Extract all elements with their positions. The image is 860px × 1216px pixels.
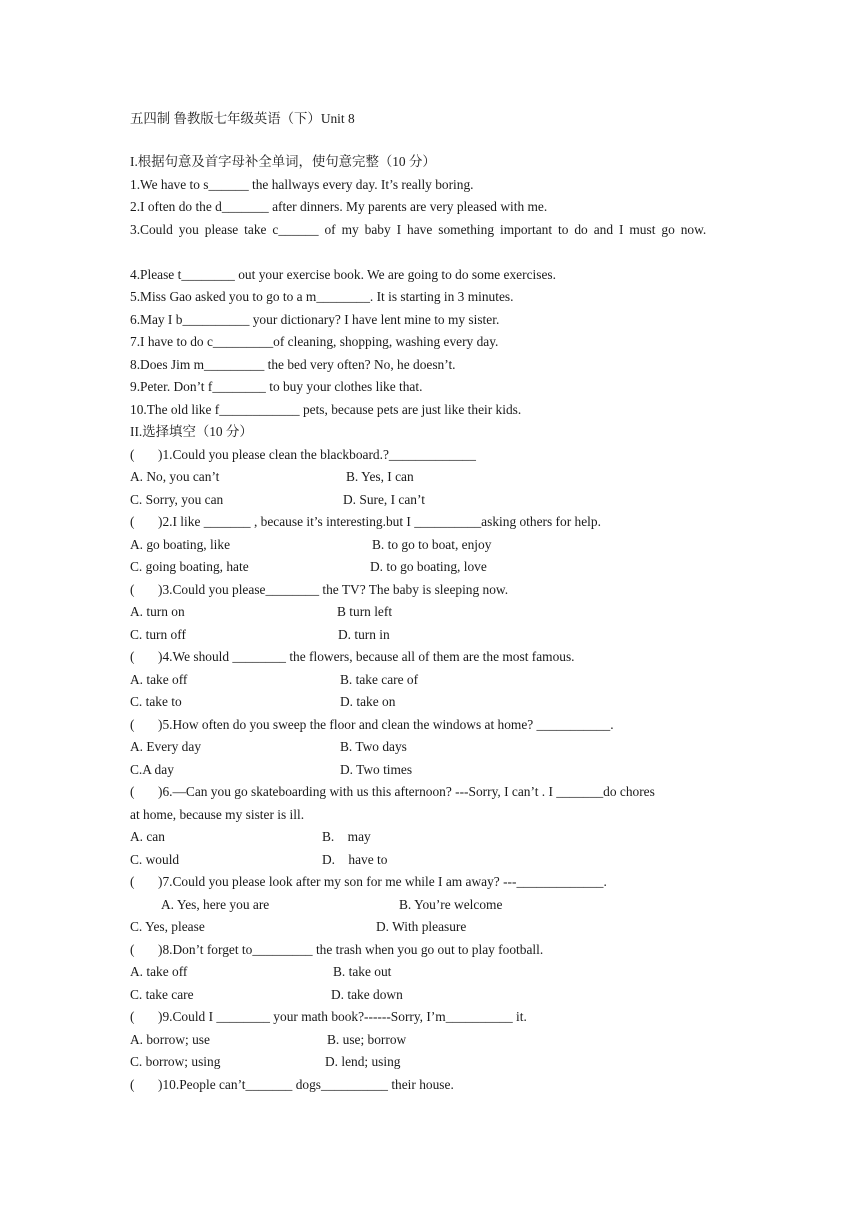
- question-5-stem: [130, 714, 730, 737]
- answer-paren: (: [130, 581, 135, 597]
- option-d: D. Two times: [340, 761, 413, 777]
- answer-paren: (: [130, 941, 135, 957]
- option-c: C. turn off: [130, 626, 186, 642]
- option-b: B. to go to boat, enjoy: [372, 536, 492, 552]
- fill-item-6: 6.May I b__________ your dictionary? I have lent mine to my sister.: [130, 311, 500, 327]
- question-stem-text: )7.Could you please look after my son for me while I am away? ---_____________.: [158, 874, 607, 889]
- option-a: A. take off: [130, 671, 188, 687]
- question-9-options-row1: [130, 1029, 730, 1052]
- question-6-stem-continued: at home, because my sister is ill.: [130, 806, 305, 822]
- question-stem-text: )1.Could you please clean the blackboard.?_____________: [158, 446, 476, 462]
- question-1-options-row1: [130, 466, 730, 489]
- question-5-options-row2: [130, 759, 730, 782]
- fill-item-2: 2.I often do the d_______ after dinners. My parents are very pleased with me.: [130, 199, 548, 214]
- option-b: B turn left: [337, 604, 393, 619]
- question-5-options-row1: [130, 736, 730, 759]
- question-6-options-row1: [130, 826, 730, 849]
- question-8-options-row1: [130, 961, 730, 984]
- answer-paren: (: [130, 514, 135, 529]
- question-8-options-row2: [130, 984, 730, 1007]
- question-3-options-row2: [130, 624, 730, 647]
- question-9-options-row2: [130, 1051, 730, 1074]
- question-4-options-row2: [130, 691, 730, 714]
- answer-paren: (: [130, 1009, 135, 1024]
- question-2-options-row1: [130, 534, 730, 557]
- question-4-stem: [130, 646, 730, 669]
- option-b: B. may: [322, 829, 371, 844]
- question-3-options-row1: [130, 601, 730, 624]
- option-a: A. go boating, like: [130, 536, 231, 552]
- option-b: B. Yes, I can: [346, 469, 414, 484]
- question-8-stem: [130, 939, 730, 962]
- option-d: D. turn in: [338, 626, 390, 642]
- option-d: D. take down: [331, 986, 403, 1002]
- question-stem-text: )4.We should ________ the flowers, because all of them are the most famous.: [158, 649, 575, 664]
- option-d: D. Sure, I can’t: [343, 491, 425, 507]
- fill-item-10: 10.The old like f____________ pets, because pets are just like their kids.: [130, 401, 522, 417]
- worksheet-content: [130, 151, 730, 1096]
- fill-item-5: 5.Miss Gao asked you to go to a m________. It is starting in 3 minutes.: [130, 289, 514, 304]
- answer-paren: (: [130, 716, 135, 732]
- fill-item-8: 8.Does Jim m_________ the bed very often? No, he doesn’t.: [130, 356, 456, 372]
- option-a: A. borrow; use: [130, 1031, 210, 1047]
- question-stem-text: )2.I like _______ , because it’s interesting.but I __________asking others for help.: [158, 514, 601, 529]
- answer-paren: (: [130, 784, 135, 799]
- answer-paren: (: [130, 874, 135, 889]
- answer-paren: (: [130, 446, 135, 462]
- option-c: C. Sorry, you can: [130, 491, 224, 507]
- question-3-stem: [130, 579, 730, 602]
- question-stem-text: )8.Don’t forget to_________ the trash when you go out to play football.: [158, 941, 544, 957]
- fill-item-3: 3.Could you please take c______ of my baby I have something important to do and I must go now.: [130, 221, 707, 237]
- option-c: C.A day: [130, 761, 174, 777]
- fill-item-4: 4.Please t________ out your exercise book. We are going to do some exercises.: [130, 266, 556, 282]
- question-7-options-row1: [130, 894, 730, 917]
- question-7-stem: [130, 871, 730, 894]
- question-7-options-row2: [130, 916, 730, 939]
- question-9-stem: [130, 1006, 730, 1029]
- fill-item-7: 7.I have to do c_________of cleaning, shopping, washing every day.: [130, 334, 499, 349]
- page-header: 五四制 鲁教版七年级英语（下）Unit 8: [130, 111, 355, 126]
- question-stem-text: )6.—Can you go skateboarding with us this afternoon? ---Sorry, I can’t . I _______do chores: [158, 784, 655, 799]
- option-a: A. Yes, here you are: [161, 896, 270, 912]
- question-1-stem: [130, 444, 730, 467]
- option-d: D. to go boating, love: [370, 559, 487, 574]
- option-a: A. Every day: [130, 739, 202, 754]
- question-stem-text: )3.Could you please________ the TV? The baby is sleeping now.: [158, 581, 509, 597]
- answer-paren: (: [130, 649, 135, 664]
- question-1-options-row2: [130, 489, 730, 512]
- answer-paren: (: [130, 1076, 135, 1092]
- option-a: A. take off: [130, 964, 188, 979]
- question-4-options-row1: [130, 669, 730, 692]
- option-d: D. take on: [340, 694, 396, 709]
- option-c: C. going boating, hate: [130, 559, 249, 574]
- question-2-stem: [130, 511, 730, 534]
- option-b: B. Two days: [340, 739, 407, 754]
- option-b: B. You’re welcome: [399, 896, 503, 912]
- question-6-options-row2: [130, 849, 730, 872]
- question-stem-text: )9.Could I ________ your math book?------Sorry, I’m__________ it.: [158, 1009, 527, 1024]
- option-c: C. borrow; using: [130, 1054, 221, 1069]
- option-a: A. No, you can’t: [130, 469, 220, 484]
- option-d: D. lend; using: [325, 1054, 401, 1069]
- fill-item-9: 9.Peter. Don’t f________ to buy your clothes like that.: [130, 379, 423, 394]
- question-10-stem: [130, 1074, 730, 1097]
- question-6-stem: [130, 781, 730, 804]
- option-c: C. take care: [130, 986, 194, 1002]
- question-stem-text: )5.How often do you sweep the floor and clean the windows at home? ___________.: [158, 716, 614, 732]
- option-c: C. Yes, please: [130, 919, 205, 934]
- option-b: B. use; borrow: [327, 1031, 407, 1047]
- question-stem-text: )10.People can’t_______ dogs__________ their house.: [158, 1076, 454, 1092]
- option-c: C. take to: [130, 694, 182, 709]
- option-b: B. take out: [333, 964, 392, 979]
- option-a: A. turn on: [130, 604, 185, 619]
- option-b: B. take care of: [340, 671, 419, 687]
- option-c: C. would: [130, 851, 180, 867]
- fill-item-1: 1.We have to s______ the hallways every day. It’s really boring.: [130, 176, 474, 192]
- question-2-options-row2: [130, 556, 730, 579]
- option-d: D. have to: [322, 851, 388, 867]
- option-a: A. can: [130, 829, 165, 844]
- section1-title: I.根据句意及首字母补全单词，使句意完整（10 分）: [130, 154, 436, 169]
- option-d: D. With pleasure: [376, 919, 467, 934]
- section2-title: II.选择填空（10 分）: [130, 424, 253, 439]
